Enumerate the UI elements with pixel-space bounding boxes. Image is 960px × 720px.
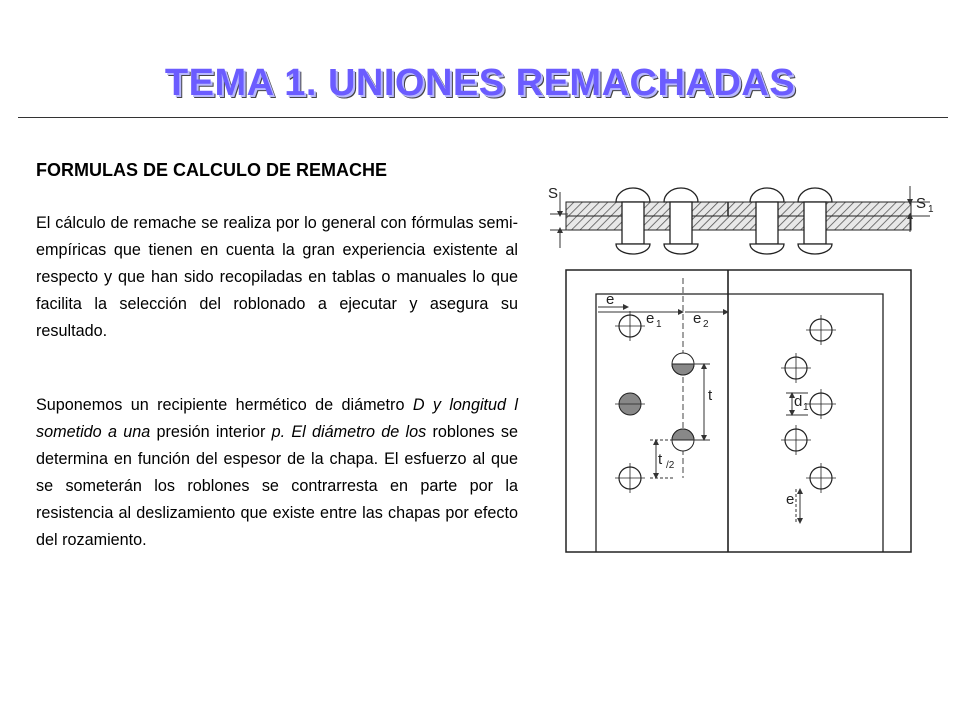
label-d1: d [794, 393, 803, 410]
label-t2: t [658, 451, 663, 468]
paragraph-italic-text: D y longitud l sometido a una [36, 396, 518, 441]
label-s: S [548, 185, 559, 202]
section-heading: FORMULAS DE CALCULO DE REMACHE [36, 160, 387, 180]
paragraph-text: Suponemos un recipiente hermético de diámetro [36, 396, 413, 414]
riveted-joint-diagram [538, 178, 948, 558]
label-e2: e [693, 310, 702, 327]
paragraph-text: presión interior [150, 423, 272, 441]
paragraph-text: roblones se determina en función del espesor de la chapa. El esfuerzo al que se someterán los roblones se contrarresta en parte por la resistencia al deslizamiento que existe entre las chapas por efecto del rozamiento. [36, 423, 518, 549]
label-e-bottom: e [786, 491, 795, 508]
page-title: TEMA 1. UNIONES REMACHADAS [164, 62, 796, 104]
label-t: t [708, 387, 713, 404]
label-t2-sub: /2 [666, 460, 675, 471]
paragraph-italic-text: p. El diámetro de los [271, 423, 427, 441]
title-divider [18, 117, 948, 118]
plan-view [566, 270, 911, 552]
label-s1-sub: 1 [928, 204, 934, 215]
paragraph-intro: El cálculo de remache se realiza por lo general con fórmulas semi-empíricas que tienen en cuenta la gran experiencia existente al respecto y que han sido recopiladas en tablas o manuales lo que facilita la selección del roblonado a ejecutar y asegura su resultado. [36, 214, 518, 340]
label-e1: e [646, 310, 655, 327]
paragraph-description [36, 392, 518, 554]
label-e1-sub: 1 [656, 319, 662, 330]
label-d1-sub: 1 [803, 402, 809, 413]
cross-section-view [548, 185, 934, 254]
label-e2-sub: 2 [703, 319, 709, 330]
label-s1: S [916, 195, 927, 212]
label-e-top: e [606, 291, 615, 308]
